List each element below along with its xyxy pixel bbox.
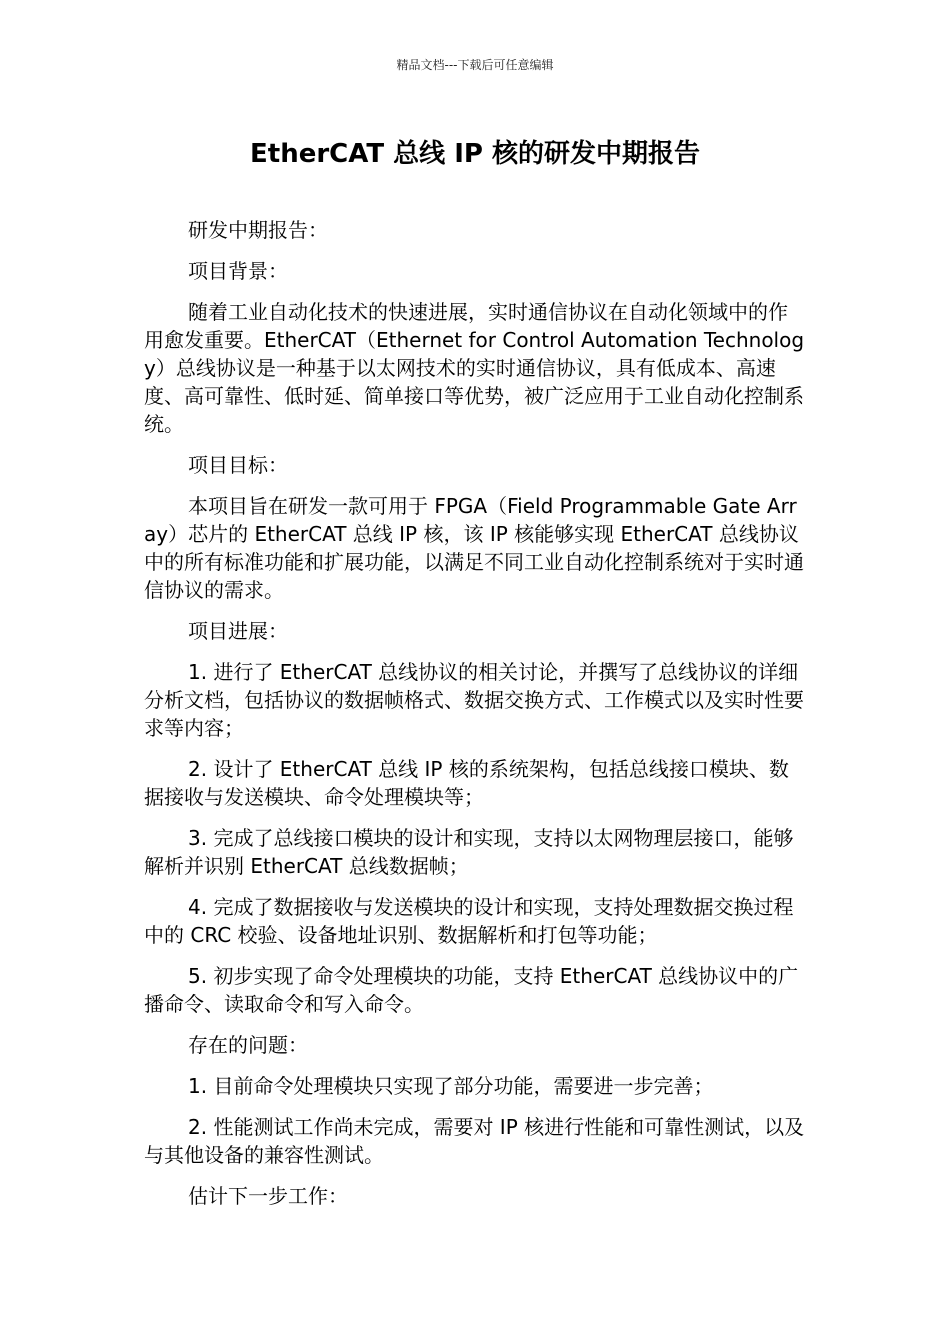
paragraph-goal: 本项目旨在研发一款可用于 FPGA（Field Programmable Gate Array）芯片的 EtherCAT 总线 IP 核，该 IP 核能够实现 EtherCAT 总线协议中的所有标准功能和扩展功能，以满足不同工业自动化控制系统对于实时通信协议的需求。 — [144, 494, 804, 602]
section-heading-goal: 项目目标： — [188, 453, 288, 477]
issue-item-1: 1. 目前命令处理模块只实现了部分功能，需要进一步完善； — [188, 1074, 714, 1098]
paragraph-background: 随着工业自动化技术的快速进展，实时通信协议在自动化领域中的作用愈发重要。EtherCAT（Ethernet for Control Automation Technology）总线协议是一种基于以太网技术的实时通信协议，具有低成本、高速度、高可靠性、低时延、简单接口等优势，被广泛应用于工业自动化控制系统。 — [144, 300, 805, 436]
section-heading-background: 项目背景： — [188, 259, 288, 283]
section-heading-next-steps: 估计下一步工作： — [188, 1184, 348, 1208]
progress-item-2: 2. 设计了 EtherCAT 总线 IP 核的系统架构，包括总线接口模块、数据接收与发送模块、命令处理模块等； — [144, 757, 789, 809]
progress-item-1: 1. 进行了 EtherCAT 总线协议的相关讨论，并撰写了总线协议的详细分析文档，包括协议的数据帧格式、数据交换方式、工作模式以及实时性要求等内容； — [144, 660, 804, 740]
progress-item-5: 5. 初步实现了命令处理模块的功能，支持 EtherCAT 总线协议中的广播命令、读取命令和写入命令。 — [144, 964, 799, 1016]
section-heading-progress: 项目进展： — [188, 619, 288, 643]
document-title: EtherCAT 总线 IP 核的研发中期报告 — [250, 139, 700, 169]
progress-item-3: 3. 完成了总线接口模块的设计和实现，支持以太网物理层接口，能够解析并识别 EtherCAT 总线数据帧； — [144, 826, 794, 878]
issue-item-2: 2. 性能测试工作尚未完成，需要对 IP 核进行性能和可靠性测试，以及与其他设备的兼容性测试。 — [144, 1115, 805, 1167]
document-body — [144, 216, 806, 1223]
page-header: 精品文档---下载后可任意编辑 — [396, 58, 554, 72]
section-heading-report: 研发中期报告： — [188, 218, 328, 242]
progress-item-4: 4. 完成了数据接收与发送模块的设计和实现，支持处理数据交换过程中的 CRC 校验、设备地址识别、数据解析和打包等功能； — [144, 895, 794, 947]
section-heading-issues: 存在的问题： — [188, 1033, 308, 1057]
